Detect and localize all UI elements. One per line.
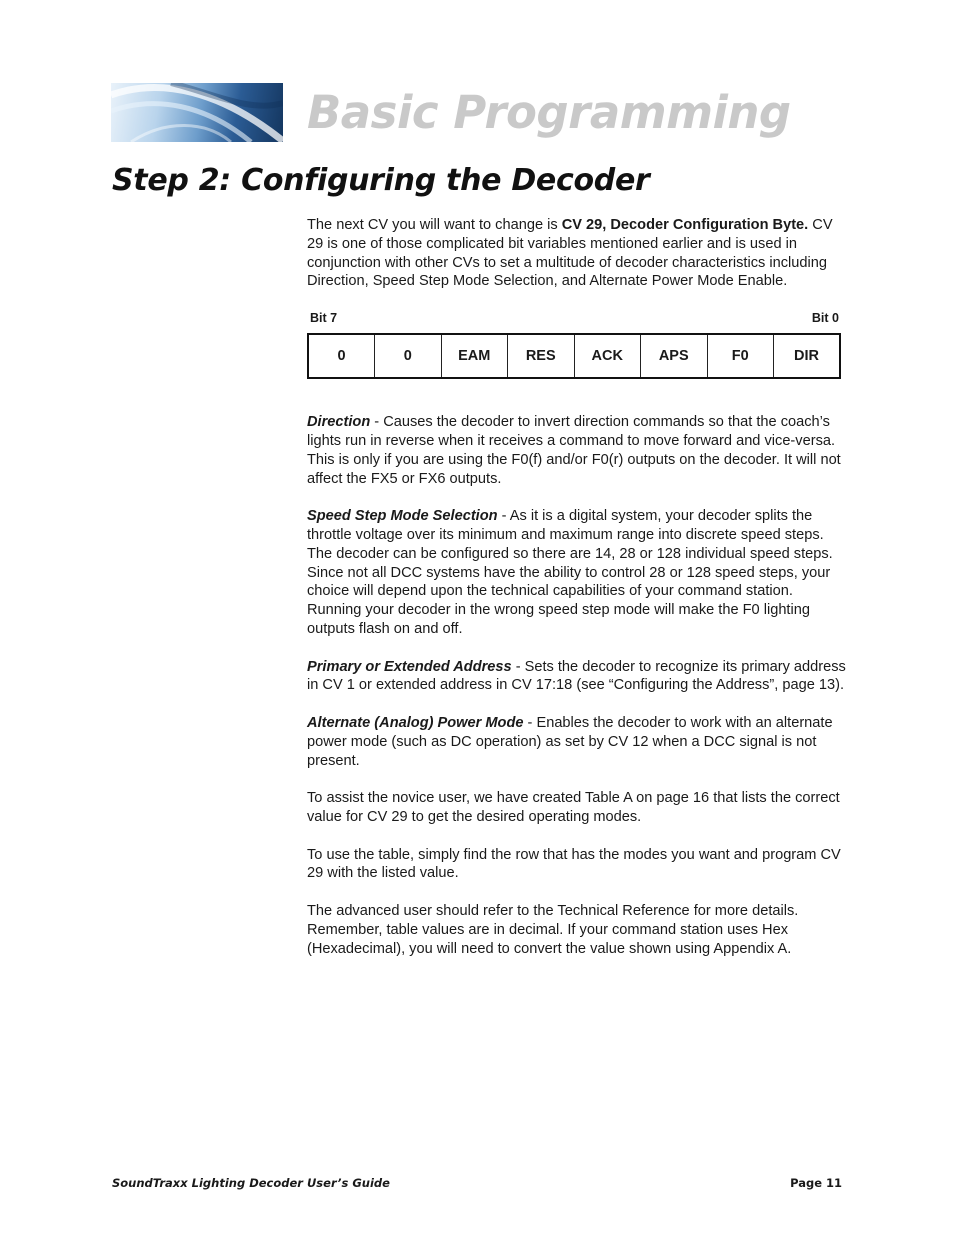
bit-labels: [307, 307, 847, 325]
bit-0-label: Bit 0: [811, 311, 839, 326]
description-direction: [307, 413, 847, 488]
blue-swoosh-icon: [111, 83, 283, 142]
description-power-mode: [307, 714, 847, 770]
term-label: Alternate (Analog) Power Mode: [307, 714, 524, 731]
page-title: Step 2: Configuring the Decoder: [112, 163, 650, 198]
term-label: Direction: [307, 414, 371, 431]
main-content: [307, 216, 847, 958]
term-description: - Enables the decoder to work with an alternate power mode (such as DC operation) as set by CV 12 when a DCC signal is not present.: [307, 714, 833, 769]
description-speed-step: [307, 507, 847, 639]
intro-bold-text: CV 29, Decoder Configuration Byte.: [561, 217, 809, 233]
footer-guide-title: SoundTraxx Lighting Decoder User’s Guide: [112, 1176, 390, 1190]
bit-cell: APS: [641, 334, 708, 378]
cv29-bit-table: [307, 333, 841, 379]
paragraph-table-a: To assist the novice user, we have created Table A on page 16 that lists the correct value for CV 29 to get the desired operating modes.: [307, 790, 840, 825]
bit-cell: RES: [508, 334, 575, 378]
bit-cell: 0: [375, 334, 442, 378]
header-banner-graphic: [111, 83, 283, 142]
description-address: [307, 658, 847, 696]
section-title: Basic Programming: [307, 86, 791, 139]
term-description: - Causes the decoder to invert direction commands so that the coach’s lights run in reverse when it receives a command to move forward and vice-versa. This is only if you are using the F0(f) and/or F0(r) outputs on the decoder. It will not affect the FX5 or FX6 outputs.: [307, 414, 841, 487]
page-number: Page 11: [790, 1176, 842, 1190]
paragraph-use-table: To use the table, simply find the row that has the modes you want and program CV 29 with the listed value.: [307, 846, 841, 882]
term-description: - As it is a digital system, your decoder splits the throttle voltage over its minimum and maximum range into discrete speed steps. The decoder can be configured so there are 14, 28 or 128 individual speed steps. Since not all DCC systems have the ability to control 28 or 128 speed steps, your choice will depend upon the technical capabilities of your command station. Running your decoder in the wrong speed step mode will make the F0 lighting outputs flash on and off.: [307, 508, 833, 637]
intro-text-2: CV 29 is one of those complicated bit variables mentioned earlier and is used in conjunction with other CVs to set a multitude of decoder characteristics including Direction, Speed Step Mode Selection, and Alternate Power Mode Enable.: [307, 217, 833, 290]
paragraph-advanced: The advanced user should refer to the Technical Reference for more details. Remember, table values are in decimal. If your command station uses Hex (Hexadecimal), you will need to convert the value shown using Appendix A.: [307, 902, 799, 957]
bit-cell: DIR: [774, 334, 841, 378]
intro-paragraph: [307, 216, 847, 291]
term-description: - Sets the decoder to recognize its primary address in CV 1 or extended address in CV 17:18 (see “Configuring the Address”, page 13).: [307, 658, 846, 694]
bit-cell: ACK: [574, 334, 641, 378]
bit-7-label: Bit 7: [310, 311, 338, 326]
bit-cell: F0: [707, 334, 774, 378]
term-label: Primary or Extended Address: [307, 658, 512, 675]
intro-text-1: The next CV you will want to change is: [307, 217, 562, 233]
bit-cell: EAM: [441, 334, 508, 378]
bit-cell: 0: [308, 334, 375, 378]
table-row: [308, 334, 840, 378]
term-label: Speed Step Mode Selection: [307, 508, 498, 525]
